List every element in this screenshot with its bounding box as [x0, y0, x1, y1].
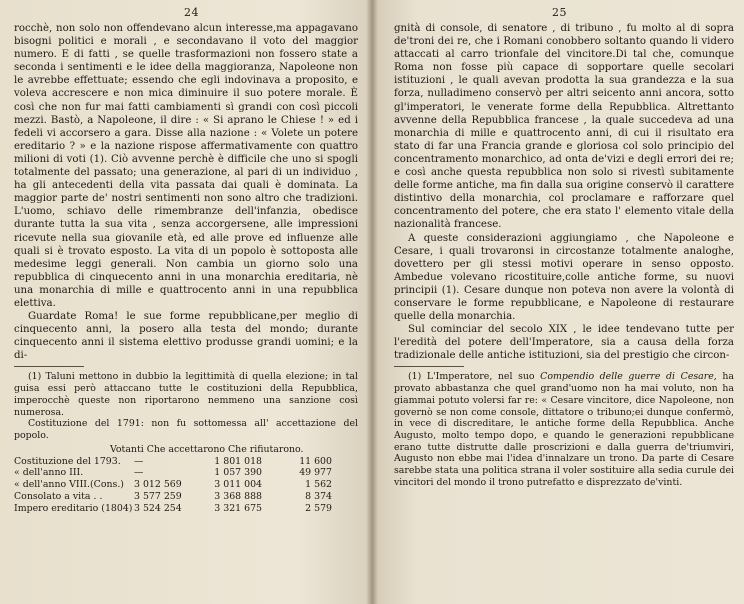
row-label: Impero ereditario (1804) — [14, 503, 133, 515]
row-accettarono: 3 321 675 — [214, 503, 262, 515]
row-accettarono: 3 368 888 — [214, 491, 262, 503]
footnote-rest: ha provato abbastanza che quel grand'uomo non ha mai voluto, non ha giammai potuto volersi far re: « Cesare vincitore, dice Napoleone, non governò se non come console, dittatore o tribuno;ei dunque confermò, in vece di discreditare, le antiche forme della Repubblica. Anche Augusto, molto tempo dopo, e quando le generazioni repubblicane erano tutte distrutte dalle proscrizioni e dalla guerra de'triumviri, Augusto non ebbe mai l'idea d'innalzare un trono. Da parte di Cesare sarebbe stata una politica strana il voler sostituire alla sedia curule dei vincitori del mondo il trono putrefatto e disprezzato de'vinti. — [394, 371, 734, 488]
votes-table — [14, 444, 358, 515]
left-page-number: 24 — [184, 6, 199, 19]
right-paragraph-2: A queste considerazioni aggiungiamo , che Napoleone e Cesare, i quali trovaronsi in circostanze totalmente analoghe, dovettero per gli stessi motivi operare in senso opposto. Ambedue volevano ricostituire,colle antiche forme, su nuovi principii (1). Cesare dunque non poteva non avere la volontà di conservare le forme repubblicane, e Napoleone di restaurare quelle della monarchia. — [394, 232, 734, 323]
footnote-prefix: (1) L'Imperatore, nel suo — [408, 371, 541, 383]
row-label: Costituzione del 1793. — [14, 455, 121, 467]
row-votanti: 3 524 254 — [134, 503, 182, 515]
right-footnote-1 — [394, 371, 734, 488]
left-paragraph-1: rocchè, non solo non offendevano alcun interesse,ma appagavano bisogni politici e morali , e secondavano il voto del maggior numero. E di fatti , se quelle trasformazioni non fossero state a seconda i sentimenti e le idee della maggioranza, Napoleone non le avrebbe effettuate; essendo che egli indovinava a proposito, e voleva accrescere e non mica diminuire il suo potere morale. È così che non fur mai fatti cambiamenti sì grandi con così piccoli mezzi. Bastò, a Napoleone, il dire : « Si aprano le Chiese ! » ed i fedeli vi accorsero a gara. Disse alla nazione : « Volete un potere ereditario ? » e la nazione rispose affermativamente con quattro milioni di voti (1). Ciò avvenne perchè è difficile che uno si spogli totalmente del passato; una generazione, al pari di un individuo , ha gli antecedenti della vita passata dai quali è dominata. La maggior parte de' nostri sentimenti non sono altro che tradizioni. L'uomo, schiavo delle rimembranze dell'infanzia, obedisce durante tutta la sua vita , senza accorgersene, alle impressioni ricevute nella sua giovanile età, ed alle prove ed influenze alle quali si è trovato esposto. La vita di un popolo è sottoposta alle medesime leggi generali. Non cambia un giorno solo una repubblica di cinquecento anni in una monarchia ereditaria, nè una monarchia di mille e quattrocento anni in una repubblica elettiva. — [14, 23, 358, 309]
right-paragraph-3: Sul cominciar del secolo XIX , le idee tendevano tutte per l'eredità del potere dell'Imperatore, sia a causa della forza tradizionale delle antiche istituzioni, sia del prestigio che circon- — [394, 324, 734, 362]
row-rifiutarono: 2 579 — [305, 503, 332, 515]
right-page-number: 25 — [552, 6, 567, 19]
table-row — [14, 503, 358, 515]
row-label: Consolato a vita . . — [14, 491, 103, 503]
table-row — [14, 479, 358, 491]
footnote-work-title: Compendio delle guerre di Cesare, — [540, 371, 717, 383]
left-footnote-1: (1) Taluni mettono in dubbio la legittimità di quella elezione; in tal guisa essi però attaccano tutte le costituzioni della Repubblica, imperocchè queste non riportarono nemmeno una sanzione così numerosa. — [14, 371, 358, 418]
row-accettarono: 3 011 004 — [214, 479, 262, 491]
row-accettarono: 1 057 390 — [214, 467, 262, 479]
row-votanti: 3 012 569 — [134, 479, 182, 491]
votes-table-header: Votanti Che accettarono Che rifiutarono. — [110, 443, 304, 455]
right-footnote — [394, 371, 734, 488]
left-footnote — [14, 371, 358, 441]
row-label: « dell'anno VIII.(Cons.) — [14, 479, 124, 491]
table-row — [14, 491, 358, 503]
row-votanti: — — [134, 455, 144, 467]
footnote-divider — [394, 366, 464, 367]
table-row — [14, 456, 358, 468]
right-page-body — [394, 22, 734, 488]
row-accettarono: 1 801 018 — [214, 455, 262, 467]
row-rifiutarono: 1 562 — [305, 479, 332, 491]
row-votanti: 3 577 259 — [134, 491, 182, 503]
book-gutter — [366, 0, 378, 604]
table-row — [14, 467, 358, 479]
row-rifiutarono: 8 374 — [305, 491, 332, 503]
row-rifiutarono: 49 977 — [299, 467, 332, 479]
left-page-body — [14, 22, 358, 515]
row-votanti: — — [134, 467, 144, 479]
row-rifiutarono: 11 600 — [299, 455, 332, 467]
row-label: « dell'anno III. — [14, 467, 84, 479]
right-paragraph-1: gnità di console, di senatore , di tribuno , fu molto al di sopra de'troni dei re, che i Romani conobbero soltanto quando li videro attaccati al carro trionfale del vincitore.Di tal che, comunque Roma non fosse più capace di sopportare quelle secolari istituzioni , le quali avevan prodotta la sua grandezza e la sua forza, nulladimeno conservò per altri seicento anni ancora, sotto gl'imperatori, le venerate forme della Repubblica. Altrettanto avvenne della Repubblica francese , la quale succedeva ad una monarchia di mille e quattrocento anni, di cui il risultato era stato di far una Francia grande e gloriosa col solo principio del concentramento monarchico, ad onta de'vizi e degli errori dei re; e così anche questa repubblica non solo si rivestì subitamente delle forme antiche, ma fin dalla sua origine conservò il carattere distintivo della monarchia, col proclamare e rafforzare quel concentramento del potere, che era stato l' elemento vitale della nazionalità francese. — [394, 23, 734, 231]
left-footnote-2: Costituzione del 1791: non fu sottomessa all' accettazione del popolo. — [14, 418, 358, 441]
left-paragraph-2: Guardate Roma! le sue forme repubblicane,per meglio di cinquecento anni, la posero alla testa del mondo; durante cinquecento anni il sistema elettivo produsse grandi uomini; e la di- — [14, 311, 358, 362]
footnote-divider — [14, 366, 84, 367]
right-page — [372, 0, 744, 604]
